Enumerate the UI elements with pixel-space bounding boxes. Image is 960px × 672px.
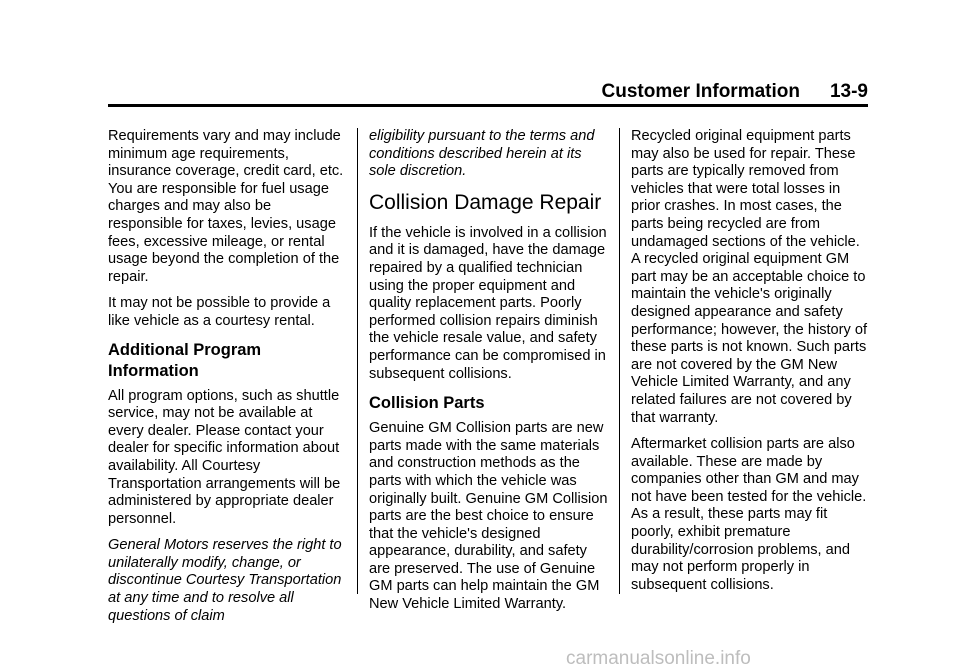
page-header — [108, 80, 868, 106]
column-divider-1 — [357, 128, 358, 594]
column-2 — [369, 128, 609, 623]
paragraph-program-options: All program options, such as shuttle service, may not be available at every dealer. Please contact your dealer for specific information about availability. All Courtesy Transportation arrangements will be administered by appropriate dealer personnel. — [108, 387, 341, 527]
paragraph-aftermarket-parts: Aftermarket collision parts are also available. These are made by companies other than GM and may not have been tested for the vehicle. As a result, these parts may fit poorly, exhibit premature durability/corrosion problems, and may not perform properly in subsequent collisions. — [631, 436, 867, 593]
page-number: 13-9 — [829, 81, 868, 102]
watermark-text: carmanualsonline.info — [566, 648, 751, 669]
heading-additional-program-information: Additional Program Information — [108, 340, 262, 380]
paragraph-eligibility: eligibility pursuant to the terms and conditions described herein at its sole discretion. — [369, 128, 595, 180]
paragraph-genuine-gm-parts: Genuine GM Collision parts are new parts made with the same materials and construction methods as the parts with which the vehicle was originally built. Genuine GM Collision parts are the best choice to ensure that the vehicle's designed appearance, durability, and safety are preserved. The use of Genuine GM parts can help maintain the GM New Vehicle Limited Warranty. — [369, 420, 608, 613]
section-title: Customer Information — [601, 81, 800, 102]
paragraph-gm-reserves: General Motors reserves the right to unilaterally modify, change, or discontinue Courtesy Transportation at any time and to resolve all questions of claim — [108, 537, 342, 624]
header-text — [602, 80, 868, 104]
header-rule — [108, 104, 868, 107]
paragraph-requirements: Requirements vary and may include minimum age requirements, insurance coverage, credit card, etc. You are responsible for fuel usage charges and may also be responsible for taxes, levies, usage fees, excessive mileage, or rental usage beyond the completion of the repair. — [108, 128, 344, 285]
paragraph-recycled-parts: Recycled original equipment parts may also be used for repair. These parts are typically removed from vehicles that were total losses in prior crashes. In most cases, the parts being recycled are from undamaged sections of the vehicle. A recycled original equipment GM part may be an acceptable choice to maintain the vehicle's originally designed appearance and safety performance; however, the history of these parts is not known. Such parts are not covered by the GM New Vehicle Limited Warranty, and any related failures are not covered by that warranty. — [631, 128, 868, 426]
column-1 — [108, 128, 348, 634]
column-divider-2 — [619, 128, 620, 594]
heading-collision-parts: Collision Parts — [369, 394, 485, 413]
heading-collision-damage-repair: Collision Damage Repair — [369, 190, 602, 214]
paragraph-collision-involved: If the vehicle is involved in a collision and it is damaged, have the damage repaired by a qualified technician using the proper equipment and quality replacement parts. Poorly performed collision repairs diminish the vehicle resale value, and safety performance can be compromised in subsequent collisions. — [369, 224, 607, 382]
column-3 — [631, 128, 871, 603]
paragraph-like-vehicle: It may not be possible to provide a like vehicle as a courtesy rental. — [108, 295, 331, 329]
